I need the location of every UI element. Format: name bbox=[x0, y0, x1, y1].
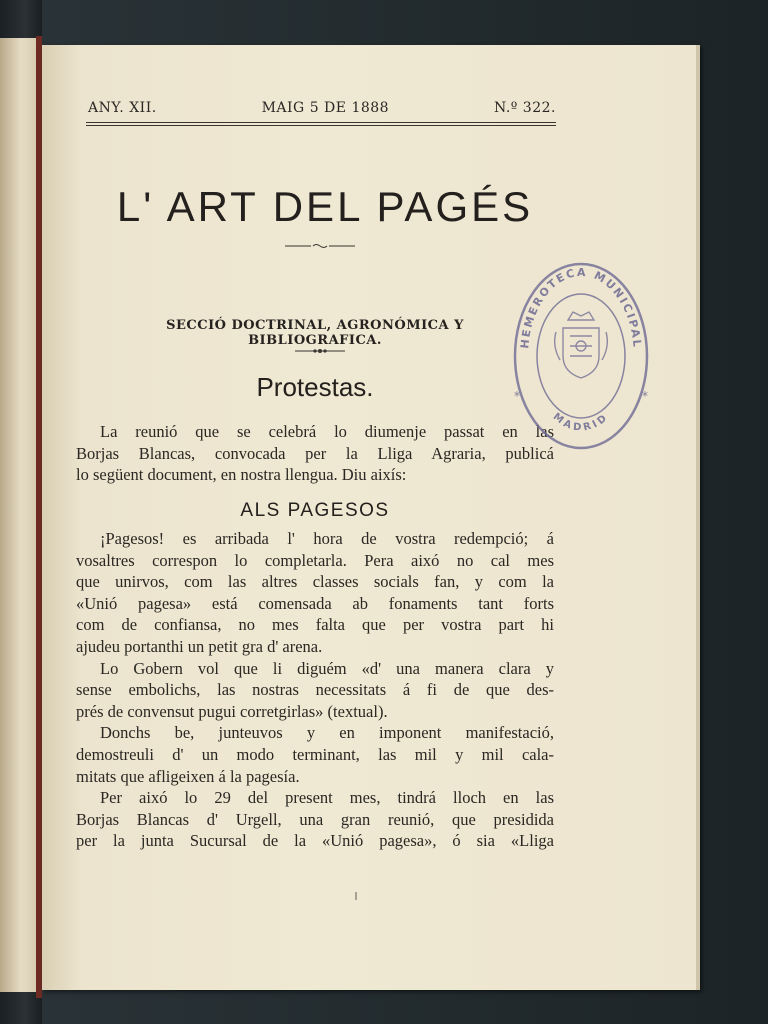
library-stamp bbox=[508, 258, 654, 454]
page-header bbox=[88, 100, 556, 116]
text-line: que unirvos, com las altres classes socials fan, y com la bbox=[76, 572, 554, 592]
text-line: Borjas Blancas d' Urgell, una gran reunió, que presidida bbox=[76, 809, 554, 829]
text-line: Lo Gobern vol que li diguém «d' una manera clara y bbox=[100, 658, 554, 678]
pencil-mark bbox=[355, 892, 357, 900]
text-line: com de confiansa, no mes falta que per vostra part hi bbox=[76, 615, 554, 635]
left-page-edge bbox=[0, 38, 39, 992]
text-line: Per aixó lo 29 del present mes, tindrá lloch en las bbox=[100, 788, 554, 808]
text-line: per la junta Sucursal de la «Unió pagesa», ó sia «Lliga bbox=[76, 831, 554, 851]
text-line: demostreuli d' un modo terminant, las mil y mil cala- bbox=[76, 744, 554, 764]
subheading: ALS PAGESOS bbox=[240, 500, 390, 521]
text-line: Donchs be, junteuvos y en imponent manifestació, bbox=[100, 723, 554, 743]
text-line: prés de convensut pugui corretgirlas» (textual). bbox=[76, 701, 388, 721]
text-line: ¡Pagesos! es arribada l' hora de vostra redempció; á bbox=[100, 529, 554, 548]
svg-text:*: * bbox=[642, 389, 648, 403]
ornament-divider bbox=[285, 243, 355, 249]
text-line: Borjas Blancas, convocada per la Lliga Agraria, publicá bbox=[76, 443, 554, 463]
crest-icon bbox=[555, 312, 608, 378]
text-line: La reunió que se celebrá lo diumenje passat en las bbox=[100, 422, 554, 441]
page-edge-shadow bbox=[696, 45, 700, 990]
text-line: lo següent document, en nostra llengua. Diu aixís: bbox=[76, 465, 407, 485]
intro-paragraph bbox=[76, 421, 554, 486]
body-paragraphs bbox=[76, 528, 554, 852]
svg-text:*: * bbox=[514, 389, 520, 403]
ornament-divider-small bbox=[285, 348, 355, 354]
volume-label: ANY. XII. bbox=[88, 100, 157, 116]
svg-text:HEMEROTECA MUNICIPAL bbox=[518, 266, 644, 349]
header-rule bbox=[86, 122, 556, 126]
text-line: ajudeu portanthi un petit gra d' arena. bbox=[76, 636, 323, 656]
stamp-text-top: HEMEROTECA MUNICIPAL bbox=[518, 265, 644, 350]
text-line: sense embolichs, las nostras necessitats á fi de que des- bbox=[76, 680, 554, 700]
text-line: «Unió pagesa» está comensada ab fonaments tant forts bbox=[76, 593, 554, 613]
article-title: Protestas. bbox=[256, 372, 374, 402]
text-line: vosaltres correspon lo completarla. Pera aixó no cal mes bbox=[76, 550, 554, 570]
svg-text:MADRID bbox=[551, 411, 611, 433]
issue-number: N.º 322. bbox=[493, 100, 556, 116]
masthead-title: L' ART DEL PAGÉS bbox=[116, 183, 534, 230]
issue-date: MAIG 5 DE 1888 bbox=[261, 100, 390, 116]
text-line: mitats que afligeixen á la pagesía. bbox=[76, 766, 300, 786]
section-title: SECCIÓ DOCTRINAL, AGRONÓMICA Y BIBLIOGRAFICA. bbox=[166, 318, 464, 348]
stamp-text-bottom: MADRID bbox=[550, 411, 612, 434]
